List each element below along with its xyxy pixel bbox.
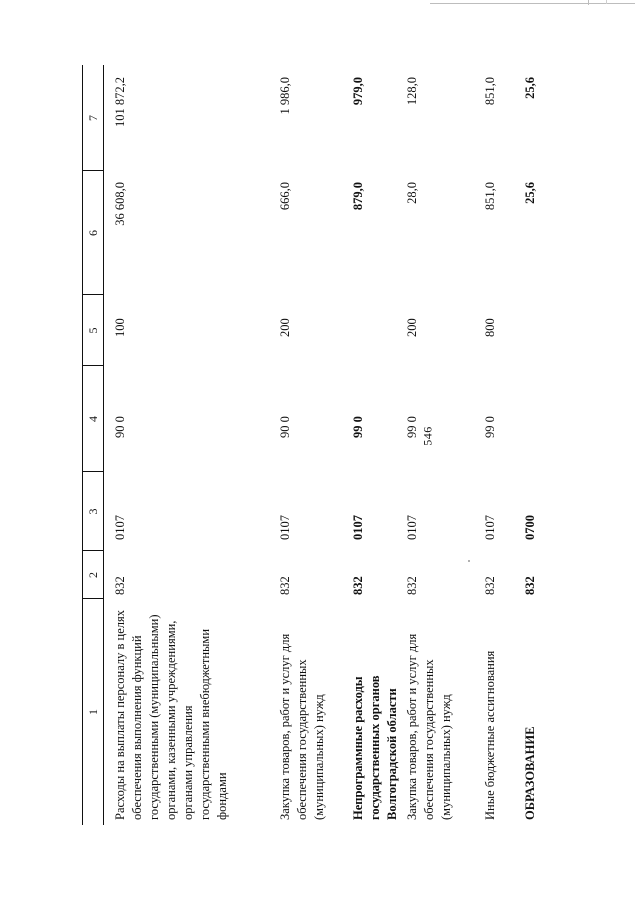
header-col-2: 2 <box>86 572 100 578</box>
row-4-col-5: 200 <box>405 318 419 337</box>
header-col-7: 7 <box>86 115 100 121</box>
row-3-description: Непрограммные расходы государственных органов Волгоградской области <box>351 675 399 820</box>
row-5-col-3: 0107 <box>483 515 497 540</box>
budget-table <box>82 65 572 825</box>
row-2-col-5: 200 <box>278 318 292 337</box>
row-1-col-7: 101 872,2 <box>113 77 127 127</box>
row-4-col-7: 128,0 <box>405 77 419 106</box>
header-col-1: 1 <box>86 709 100 715</box>
row-5-col-5: 800 <box>483 318 497 337</box>
row-4-description: Закупка товаров, работ и услуг для обеспечения государственных (муниципальных) нужд <box>405 633 453 820</box>
row-3-col-4: 99 0 <box>351 416 365 438</box>
row-5-col-7: 851,0 <box>483 77 497 106</box>
row-6-col-3: 0700 <box>523 515 537 540</box>
scan-top-tick <box>606 0 607 4</box>
header-col-3: 3 <box>86 508 100 515</box>
row-5-col-4: 99 0 <box>483 416 497 438</box>
page-number: 546 <box>420 426 435 446</box>
header-col-5: 5 <box>86 327 100 334</box>
row-1-col-6: 36 608,0 <box>113 182 127 226</box>
row-2-col-3: 0107 <box>278 515 292 540</box>
row-4-col-3: 0107 <box>405 515 419 540</box>
row-2-col-6: 666,0 <box>278 182 292 211</box>
row-6-col-2: 832 <box>523 576 537 595</box>
table-header-row <box>82 65 104 825</box>
row-5-description: Иные бюджетные ассигнования <box>483 650 497 820</box>
header-col-4: 4 <box>86 416 100 422</box>
row-4-col-2: 832 <box>405 576 419 595</box>
row-3-col-2: 832 <box>351 576 365 595</box>
header-col-6: 6 <box>86 230 100 236</box>
row-2-col-7: 1 986,0 <box>278 77 292 115</box>
row-5-col-2: 832 <box>483 576 497 595</box>
row-6-col-6: 25,6 <box>523 182 537 204</box>
row-2-col-2: 832 <box>278 576 292 595</box>
row-6-col-7: 25,6 <box>523 77 537 99</box>
row-6-description: ОБРАЗОВАНИЕ <box>523 726 537 820</box>
row-2-col-4: 90 0 <box>278 416 292 438</box>
row-1-col-4: 90 0 <box>113 416 127 438</box>
scan-top-rule <box>430 3 635 4</box>
row-1-col-3: 0107 <box>113 515 127 540</box>
scan-top-tick <box>588 0 589 5</box>
row-3-col-7: 979,0 <box>351 77 365 106</box>
row-1-col-2: 832 <box>113 576 127 595</box>
row-5-col-6: 851,0 <box>483 182 497 211</box>
row-3-col-3: 0107 <box>351 515 365 540</box>
row-4-col-6: 28,0 <box>405 182 419 204</box>
row-3-col-6: 879,0 <box>351 182 365 211</box>
row-1-col-5: 100 <box>113 318 127 337</box>
row-4-col-4: 99 0 <box>405 416 419 438</box>
row-2-description: Закупка товаров, работ и услуг для обеспечения государственных (муниципальных) нужд <box>278 633 326 820</box>
row-1-description: Расходы на выплаты персоналу в целях обеспечения выполнения функций государственными (муниципальными) органами, казенными учреждениями, органами управления государственными внебюджетными фондами <box>113 610 229 820</box>
